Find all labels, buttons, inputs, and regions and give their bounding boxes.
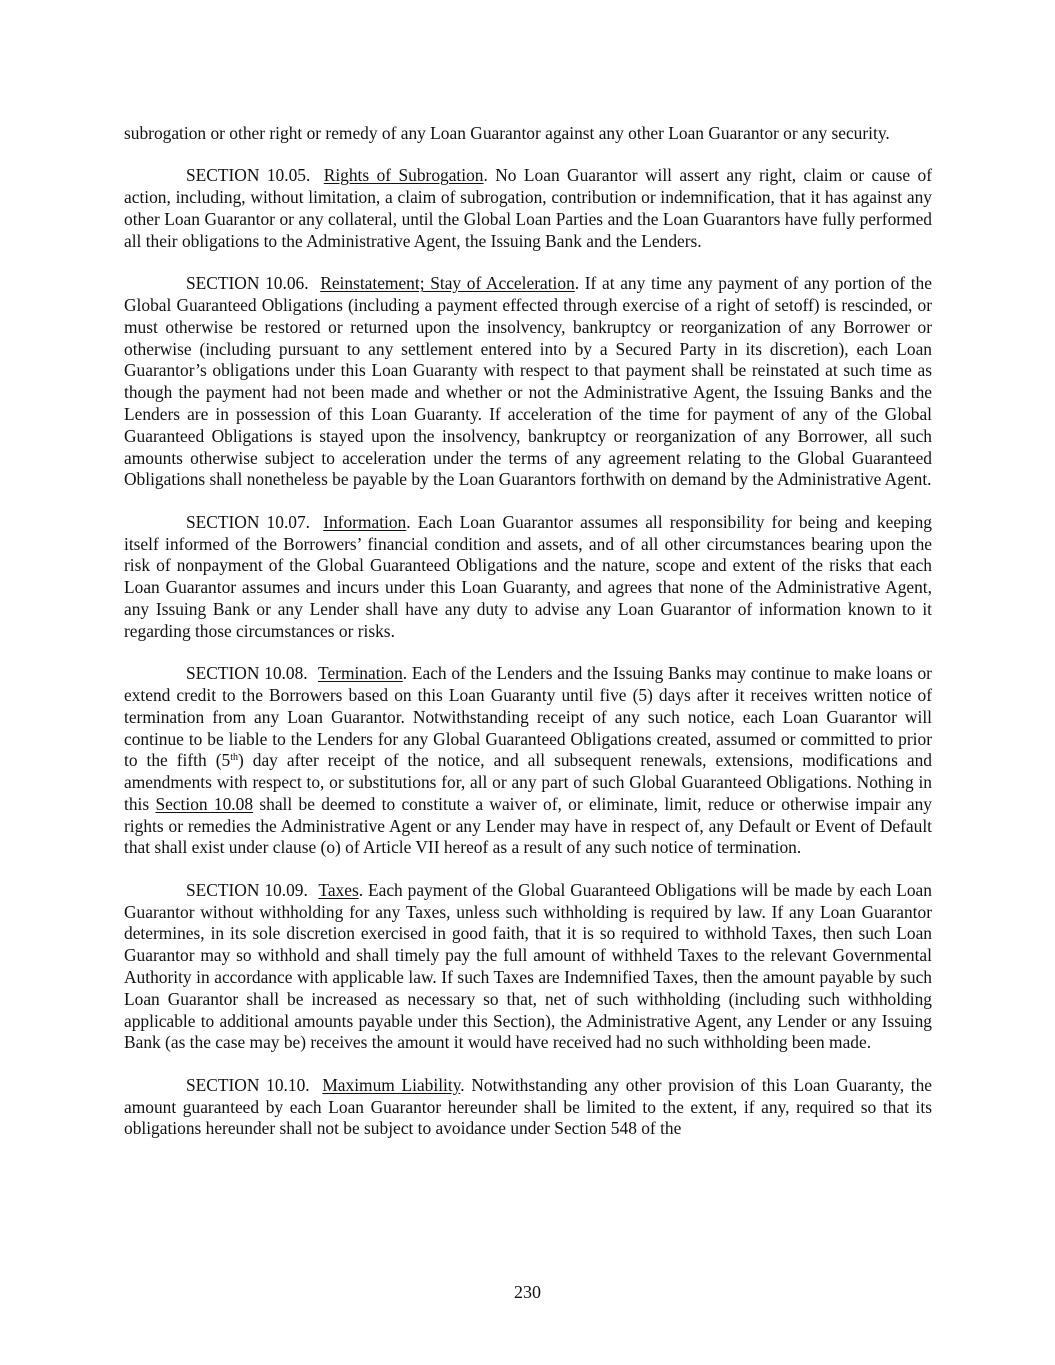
section-body-part-2: ) day after receipt of the notice, and all subsequent renewals, extensions, modifications and amendments with respect to, or substitutions for, all or any part of such Global Guaranteed Obligations. Nothing in this xyxy=(124,750,933,814)
section-heading: Reinstatement; Stay of Acceleration xyxy=(320,273,575,294)
section-body: . No Loan Guarantor will assert any right, claim or cause of action, including, without limitation, a claim of subrogation, contribution or indemnification, that it has against any other Loan Guarantor or any collateral, until the Global Loan Parties and the Loan Guarantors have fully performed all their obligations to the Administrative Agent, the Issuing Bank and the Lenders. xyxy=(124,165,932,251)
section-body: . Each Loan Guarantor assumes all responsibility for being and keeping itself informed of the Borrowers’ financial condition and assets, and of all other circumstances bearing upon the risk of nonpayment of the Global Guaranteed Obligations and the nature, scope and extent of the risks that each Loan Guarantor assumes and incurs under this Loan Guaranty, and agrees that none of the Administrative Agent, any Issuing Bank or any Lender shall have any duty to advise any Loan Guarantor of information known to it regarding those circumstances or risks. xyxy=(124,511,932,641)
section-10-07 xyxy=(124,512,932,643)
continued-paragraph xyxy=(124,123,932,145)
page-number: 230 xyxy=(514,1282,541,1302)
section-10-08 xyxy=(124,663,932,859)
section-10-05 xyxy=(124,165,932,252)
section-heading: Information xyxy=(323,511,407,532)
section-body-part-3: shall be deemed to constitute a waiver of, or eliminate, limit, reduce or otherwise impair any rights or remedies the Administrative Agent or any Lender may have in respect of, any Default or Event of Default that shall exist under clause (o) of Article VII hereof as a result of any such notice of termination. xyxy=(124,793,932,858)
section-10-10 xyxy=(124,1075,932,1140)
section-body: . Each payment of the Global Guaranteed Obligations will be made by each Loan Guarantor without withholding for any Taxes, unless such withholding is required by law. If any Loan Guarantor determines, in its sole discretion exercised in good faith, that it is so required to withhold Taxes, then such Loan Guarantor may so withhold and shall timely pay the full amount of withheld Taxes to the relevant Governmental Authority in accordance with applicable law. If such Taxes are Indemnified Taxes, then the amount payable by such Loan Guarantor shall be increased as necessary so that, net of such withholding (including such withholding applicable to additional amounts payable under this Section), the Administrative Agent, any Lender or any Issuing Bank (as the case may be) receives the amount it would have received had no such withholding been made. xyxy=(124,879,932,1053)
section-body: . Notwithstanding any other provision of this Loan Guaranty, the amount guaranteed by each Loan Guarantor hereunder shall be limited to the extent, if any, required so that its obligations hereunder shall not be subject to avoidance under Section 548 of the xyxy=(124,1074,932,1139)
section-body-part-1: . Each of the Lenders and the Issuing Banks may continue to make loans or extend credit to the Borrowers based on this Loan Guaranty until five (5) days after it receives written notice of termination from any Loan Guarantor. Notwithstanding receipt of any such notice, each Loan Guarantor will continue to be liable to the Lenders for any Global Guaranteed Obligations created, assumed or committed to prior to the fifth (5 xyxy=(124,663,932,771)
document-page xyxy=(124,123,932,1161)
section-number: SECTION 10.05. xyxy=(186,165,311,186)
section-number: SECTION 10.08. xyxy=(186,663,308,684)
section-heading: Rights of Subrogation xyxy=(323,165,484,186)
ordinal-superscript: th xyxy=(230,752,238,764)
section-heading: Maximum Liability xyxy=(322,1074,461,1095)
section-number: SECTION 10.09. xyxy=(186,879,308,900)
section-10-06 xyxy=(124,273,932,491)
intro-text: subrogation or other right or remedy of any Loan Guarantor against any other Loan Guarantor or any security. xyxy=(124,123,890,143)
section-number: SECTION 10.10. xyxy=(186,1074,310,1095)
section-body: . If at any time any payment of any portion of the Global Guaranteed Obligations (including a payment effected through exercise of a right of setoff) is rescinded, or must otherwise be restored or returned upon the insolvency, bankruptcy or reorganization of any Borrower or otherwise (including pursuant to any settlement entered into by a Secured Party in its discretion), each Loan Guarantor’s obligations under this Loan Guaranty with respect to that payment shall be reinstated at such time as though the payment had not been made and whether or not the Administrative Agent, the Issuing Banks and the Lenders are in possession of this Loan Guaranty. If acceleration of the time for payment of any of the Global Guaranteed Obligations is stayed upon the insolvency, bankruptcy or reorganization of any Borrower, all such amounts otherwise subject to acceleration under the terms of any agreement relating to the Global Guaranteed Obligations shall nonetheless be payable by the Loan Guarantors forthwith on demand by the Administrative Agent. xyxy=(124,273,932,490)
section-number: SECTION 10.07. xyxy=(186,511,311,532)
section-heading: Termination xyxy=(318,663,403,684)
section-heading: Taxes xyxy=(318,879,359,900)
section-cross-reference: Section 10.08 xyxy=(155,793,254,814)
section-number: SECTION 10.06. xyxy=(186,273,309,294)
section-10-09 xyxy=(124,880,932,1054)
